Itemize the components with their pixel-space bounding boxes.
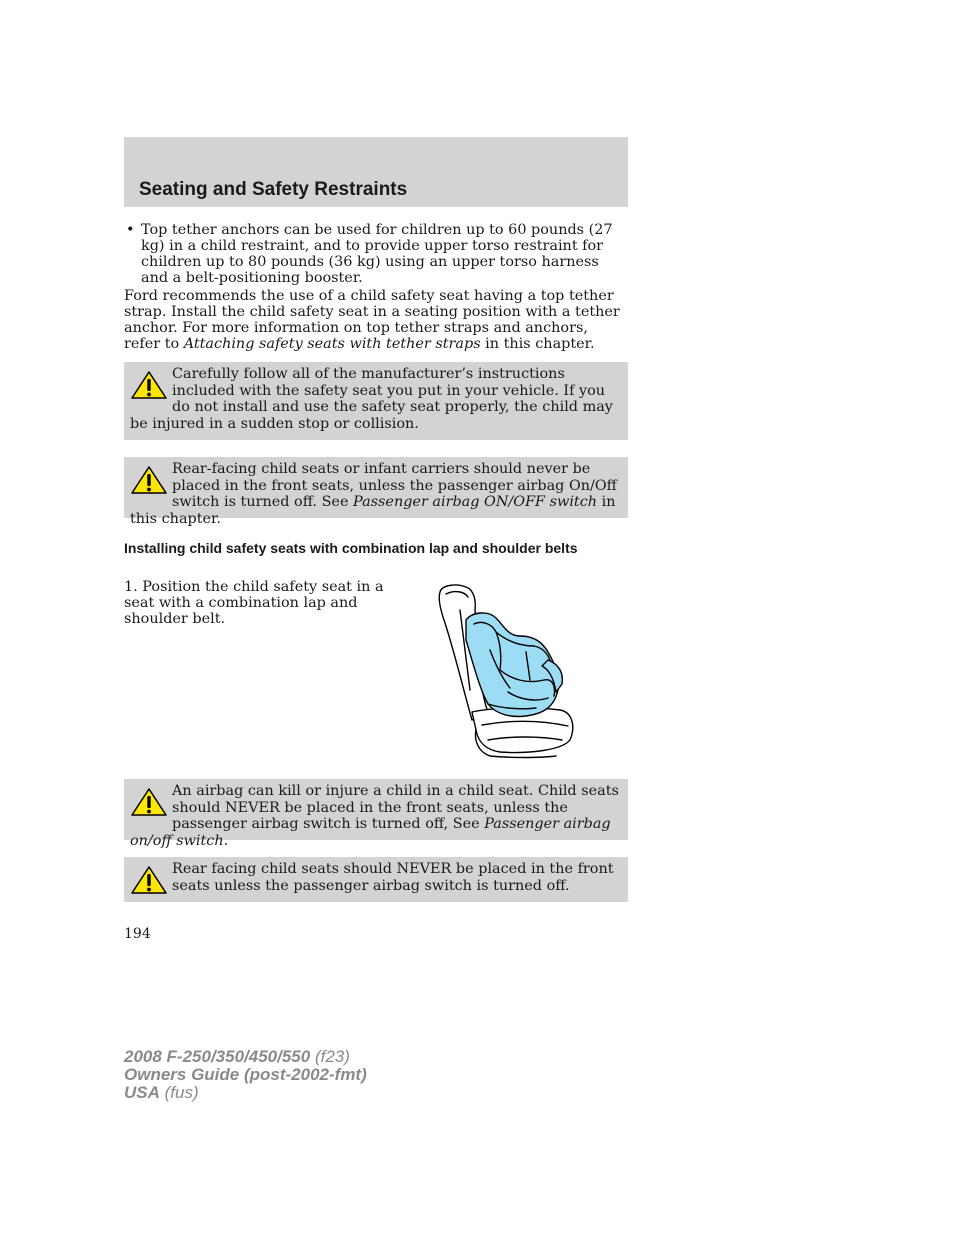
- warning-text: [130, 783, 620, 849]
- warning-reference: Passenger airbag ON/OFF switch: [353, 494, 598, 510]
- section-header-band: [124, 137, 628, 207]
- child-seat-illustration: [430, 580, 580, 760]
- warning-text-main: Rear-facing child seats or infant carriers should never be placed in the front seats, unless the passenger airbag On/Off switch is turned off. See: [172, 461, 617, 510]
- section-subheading: Installing child safety seats with combination lap and shoulder belts: [124, 540, 578, 556]
- warning-box: [124, 457, 628, 527]
- tether-paragraph-suffix: in this chapter.: [480, 336, 595, 352]
- section-title: Seating and Safety Restraints: [139, 179, 408, 200]
- footer-model-code: (f23): [310, 1047, 350, 1066]
- footer-model: 2008 F-250/350/450/550: [124, 1047, 311, 1066]
- footer-guide: Owners Guide (post-2002-fmt): [124, 1065, 367, 1084]
- footer-line-3: [124, 1084, 367, 1102]
- footer-market: USA: [124, 1083, 160, 1102]
- warning-triangle-icon: [130, 865, 168, 895]
- warning-triangle-icon: [130, 465, 168, 495]
- bullet-symbol: •: [126, 222, 135, 238]
- step-1-text: 1. Position the child safety seat in a seat with a combination lap and shoulder belt.: [124, 579, 384, 627]
- warning-text-main: An airbag can kill or injure a child in a child seat. Child seats should NEVER be placed in the front seats, unless the passenger airbag switch is turned off, See: [172, 783, 619, 832]
- page-number: 194: [124, 926, 151, 942]
- tether-paragraph-text: Ford recommends the use of a child safety seat having a top tether strap. Install the child safety seat in a seating position with a tether anchor. For more information on top tether straps and anchors, refer to: [124, 288, 620, 352]
- warning-text: [130, 461, 620, 527]
- tether-paragraph: [124, 288, 624, 352]
- warning-text-suffix: in this chapter.: [130, 494, 616, 527]
- footer-line-2: [124, 1066, 367, 1084]
- warning-box: [124, 857, 628, 902]
- warning-triangle-icon: [130, 787, 168, 817]
- warning-text: Rear facing child seats should NEVER be placed in the front seats unless the passenger airbag switch is turned off.: [172, 861, 614, 894]
- tether-reference: Attaching safety seats with tether straps: [183, 336, 481, 352]
- warning-text: Carefully follow all of the manufacturer’s instructions included with the safety seat you put in your vehicle. If you do not install and use the safety seat properly, the child may be injured in a sudden stop or collision.: [130, 366, 613, 432]
- footer-line-1: [124, 1048, 367, 1066]
- document-footer: [124, 1048, 367, 1102]
- bullet-text: Top tether anchors can be used for children up to 60 pounds (27 kg) in a child restraint, and to provide upper torso restraint for children up to 80 pounds (36 kg) using an upper torso harness and a belt-positioning booster.: [141, 222, 613, 286]
- footer-market-code: (fus): [159, 1083, 199, 1102]
- warning-text-suffix: .: [223, 832, 229, 849]
- warning-reference: Passenger airbag on/off switch: [130, 816, 611, 849]
- warning-box: [124, 779, 628, 849]
- warning-triangle-icon: [130, 370, 168, 400]
- warning-box: [124, 362, 628, 440]
